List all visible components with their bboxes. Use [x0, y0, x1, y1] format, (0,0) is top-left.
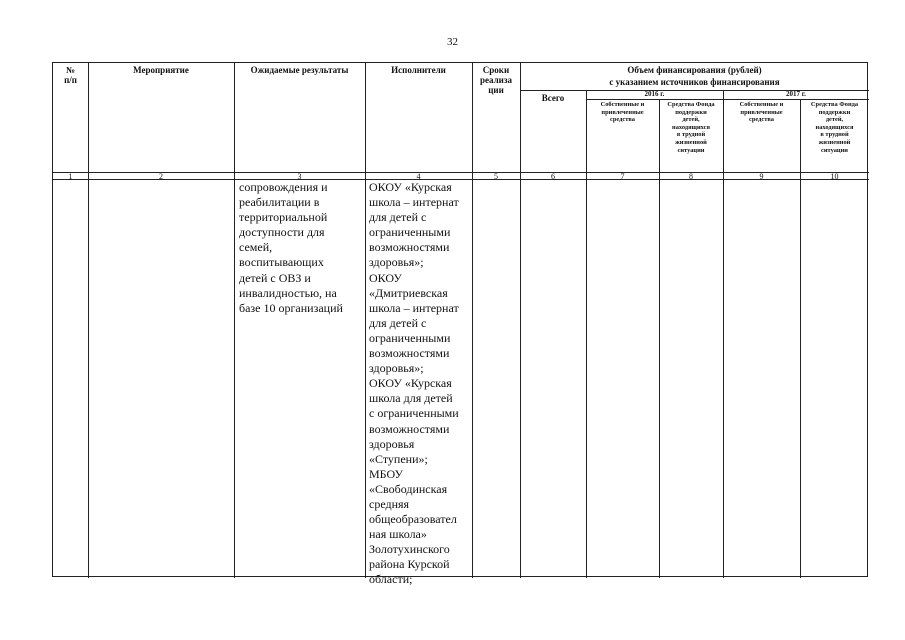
executors-line: для детей с: [369, 210, 427, 225]
header-executors: Исполнители: [391, 65, 446, 75]
executors-line: с ограниченными: [369, 406, 459, 421]
executors-line: общеобразовател: [369, 512, 457, 527]
page-number: 32: [447, 36, 458, 48]
header-year-2017: 2017 г.: [786, 90, 806, 98]
results-line: семей,: [239, 240, 273, 255]
grid-line: [88, 63, 89, 578]
executors-cell: [369, 180, 471, 588]
executors-line: возможностями: [369, 421, 450, 436]
executors-line: здоровья: [369, 436, 415, 451]
header-own-funds-2017: Собственные и привлеченные средства: [739, 101, 784, 124]
results-line: детей с ОВЗ и: [239, 270, 311, 285]
results-cell: [239, 180, 363, 316]
results-line: инвалидностью, на: [239, 285, 337, 300]
executors-line: области;: [369, 572, 413, 587]
executors-line: «Ступени»;: [369, 451, 428, 466]
header-funding: Объем финансирования (рублей) с указанием источников финансирования: [609, 65, 780, 87]
results-line: воспитывающих: [239, 255, 324, 270]
executors-line: возможностями: [369, 346, 450, 361]
executors-line: «Свободинская: [369, 481, 448, 496]
executors-line: «Дмитриевская: [369, 285, 448, 300]
column-number: 1: [68, 172, 73, 181]
column-number: 9: [759, 172, 764, 181]
column-number: 5: [494, 172, 498, 181]
executors-line: ОКОУ «Курская: [369, 180, 452, 194]
grid-line: [472, 63, 473, 578]
header-num: № п/п: [64, 65, 77, 85]
column-number: 8: [689, 172, 693, 181]
header-terms: Сроки реализа ции: [480, 65, 512, 95]
header-fund-support-2016: Средства Фонда поддержки детей, находящихся в трудной жизненной ситуации: [667, 101, 715, 154]
executors-line: района Курской: [369, 557, 450, 572]
results-line: реабилитации в: [239, 195, 320, 210]
header-total: Всего: [541, 93, 565, 103]
executors-line: ограниченными: [369, 225, 451, 240]
header-own-funds-2016: Собственные и привлеченные средства: [600, 101, 645, 124]
results-line: базе 10 организаций: [239, 300, 343, 315]
column-number: 10: [830, 172, 839, 181]
results-line: сопровождения и: [239, 180, 328, 194]
grid-line: [723, 90, 724, 578]
column-number: 7: [620, 172, 625, 181]
grid-line: [800, 99, 801, 578]
executors-line: ОКОУ: [369, 270, 402, 285]
header-year-2016: 2016 г.: [644, 90, 665, 98]
grid-line: [234, 63, 235, 578]
executors-line: школа – интернат: [369, 300, 459, 315]
header-event: Мероприятие: [133, 65, 189, 75]
executors-line: школа для детей: [369, 391, 453, 406]
column-number: 3: [297, 172, 302, 181]
executors-line: школа – интернат: [369, 195, 459, 210]
grid-line: [586, 90, 587, 578]
executors-line: средняя: [369, 496, 410, 511]
executors-line: здоровья»;: [369, 361, 424, 376]
header-results: Ожидаемые результаты: [250, 65, 349, 75]
executors-line: ная школа»: [369, 527, 427, 542]
executors-line: Золотухинского: [369, 542, 450, 557]
grid-line: [659, 99, 660, 578]
column-number: 6: [551, 172, 555, 181]
executors-line: ограниченными: [369, 330, 451, 345]
executors-line: ОКОУ «Курская: [369, 376, 452, 391]
grid-line: [365, 63, 366, 578]
column-number: 4: [416, 172, 421, 181]
executors-line: возможностями: [369, 240, 450, 255]
budget-table: [52, 62, 868, 587]
executors-line: здоровья»;: [369, 255, 424, 270]
results-line: доступности для: [239, 225, 325, 240]
grid-line: [520, 63, 521, 578]
column-number: 2: [159, 172, 163, 181]
results-line: территориальной: [239, 210, 328, 225]
executors-line: для детей с: [369, 315, 427, 330]
header-fund-support-2017: Средства Фонда поддержки детей, находящихся в трудной жизненной ситуации: [810, 101, 859, 154]
executors-line: МБОУ: [369, 466, 403, 481]
grid-line: [586, 99, 869, 100]
